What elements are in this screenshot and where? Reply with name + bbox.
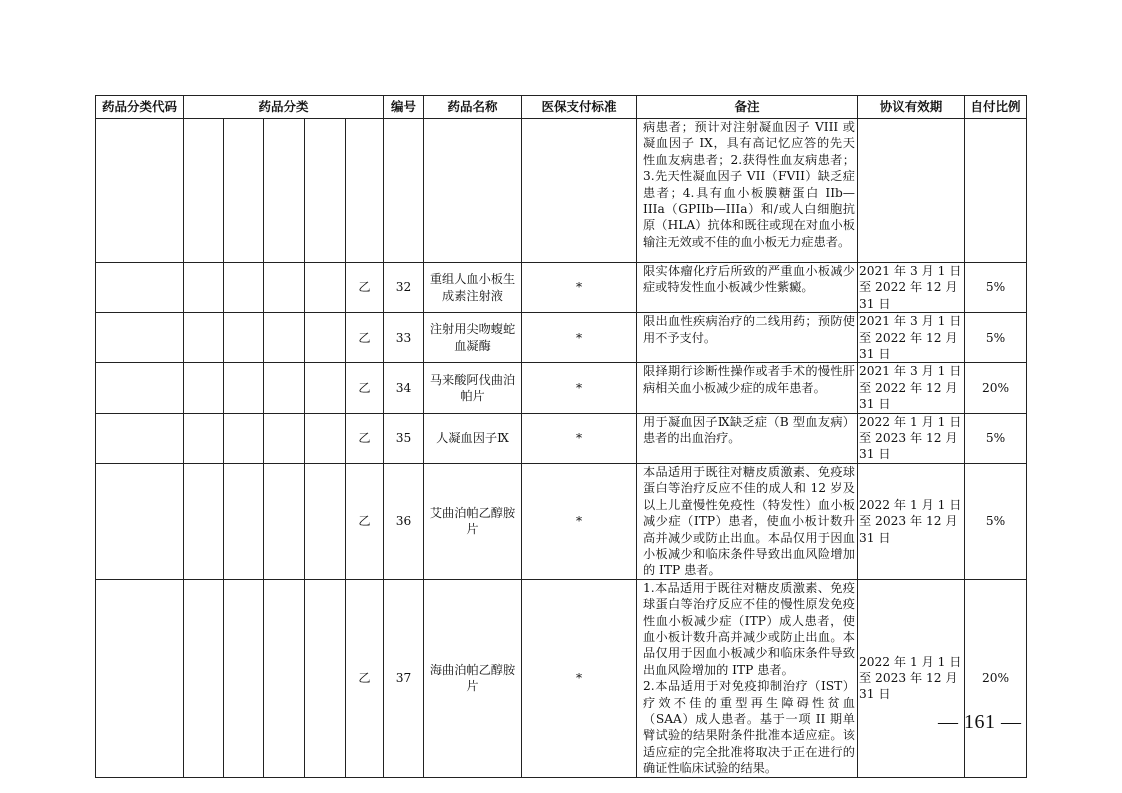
cell-cat-4 [305, 413, 346, 463]
cell-class: 乙 [346, 363, 384, 413]
header-no: 编号 [384, 96, 424, 119]
cell-standard: * [522, 363, 637, 413]
cell-note: 用于凝血因子Ⅸ缺乏症（B 型血友病）患者的出血治疗。 [637, 413, 858, 463]
note-paragraph-1: 1.本品适用于既往对糖皮质激素、免疫球蛋白等治疗反应不佳的慢性原发免疫性血小板减少症（ITP）成人患者，使血小板计数升高并减少或防止出血。本品仅用于因血小板减少和临床条件导致出血风险增加的 ITP 患者。 [643, 580, 855, 677]
cell-cat-1 [184, 579, 224, 777]
header-category: 药品分类 [184, 96, 384, 119]
cell-note [637, 579, 858, 777]
cell-ratio: 5% [965, 313, 1027, 363]
cell-cat-4 [305, 463, 346, 579]
cell-cat-1 [184, 363, 224, 413]
cell-standard [522, 119, 637, 263]
cell-cat-1 [184, 313, 224, 363]
cell-code [96, 463, 184, 579]
cell-ratio: 5% [965, 463, 1027, 579]
cell-no: 34 [384, 363, 424, 413]
cell-class: 乙 [346, 463, 384, 579]
cell-no [384, 119, 424, 263]
cell-cat-2 [224, 119, 264, 263]
cell-cat-3 [264, 263, 305, 313]
cell-code [96, 313, 184, 363]
cell-cat-1 [184, 463, 224, 579]
cell-no: 37 [384, 579, 424, 777]
cell-validity: 2022 年 1 月 1 日至 2023 年 12 月 31 日 [858, 463, 965, 579]
cell-ratio: 20% [965, 579, 1027, 777]
table-row [96, 363, 1027, 413]
cell-class: 乙 [346, 263, 384, 313]
cell-no: 33 [384, 313, 424, 363]
header-validity: 协议有效期 [858, 96, 965, 119]
table-row [96, 313, 1027, 363]
cell-validity: 2021 年 3 月 1 日至 2022 年 12 月 31 日 [858, 313, 965, 363]
page-number: — 161 — [938, 711, 1022, 733]
cell-note: 病患者；预计对注射凝血因子 VIII 或凝血因子 IX，具有高记忆应答的先天性血友病患者；2.获得性血友病患者；3.先天性凝血因子 VII（FVII）缺乏症患者；4.具有血小板膜糖蛋白 IIb—IIIa（GPIIb—IIIa）和/或人白细胞抗原（HLA）抗体和既往或现在对血小板输注无效或不佳的血小板无力症患者。 [637, 119, 858, 263]
cell-note: 限实体瘤化疗后所致的严重血小板减少症或特发性血小板减少性紫癜。 [637, 263, 858, 313]
header-code: 药品分类代码 [96, 96, 184, 119]
cell-cat-3 [264, 363, 305, 413]
cell-cat-3 [264, 579, 305, 777]
cell-code [96, 363, 184, 413]
cell-cat-4 [305, 119, 346, 263]
cell-validity [858, 119, 965, 263]
cell-name: 注射用尖吻蝮蛇血凝酶 [424, 313, 522, 363]
cell-note: 本品适用于既往对糖皮质激素、免疫球蛋白等治疗反应不佳的成人和 12 岁及以上儿童慢性免疫性（特发性）血小板减少症（ITP）患者，使血小板计数升高并减少或防止出血。本品仅用于因血小板减少和临床条件导致出血风险增加的 ITP 患者。 [637, 463, 858, 579]
cell-cat-3 [264, 413, 305, 463]
cell-validity: 2022 年 1 月 1 日至 2023 年 12 月 31 日 [858, 579, 965, 777]
cell-ratio: 5% [965, 263, 1027, 313]
table-row [96, 413, 1027, 463]
table-row [96, 263, 1027, 313]
cell-validity: 2021 年 3 月 1 日至 2022 年 12 月 31 日 [858, 263, 965, 313]
cell-name [424, 119, 522, 263]
cell-cat-4 [305, 579, 346, 777]
cell-cat-3 [264, 313, 305, 363]
cell-code [96, 579, 184, 777]
header-ratio: 自付比例 [965, 96, 1027, 119]
cell-code [96, 119, 184, 263]
cell-cat-4 [305, 313, 346, 363]
table-row [96, 579, 1027, 777]
cell-cat-3 [264, 463, 305, 579]
cell-note: 限出血性疾病治疗的二线用药；预防使用不予支付。 [637, 313, 858, 363]
cell-cat-3 [264, 119, 305, 263]
cell-no: 36 [384, 463, 424, 579]
cell-cat-4 [305, 363, 346, 413]
header-note: 备注 [637, 96, 858, 119]
cell-class [346, 119, 384, 263]
cell-standard: * [522, 263, 637, 313]
note-paragraph-2: 2.本品适用于对免疫抑制治疗（IST）疗效不佳的重型再生障碍性贫血（SAA）成人患者。基于一项 II 期单臂试验的结果附条件批准本适应症。该适应症的完全批准将取决于正在进行的确证性临床试验的结果。 [643, 679, 855, 776]
cell-validity: 2021 年 3 月 1 日至 2022 年 12 月 31 日 [858, 363, 965, 413]
cell-name: 马来酸阿伐曲泊帕片 [424, 363, 522, 413]
cell-standard: * [522, 463, 637, 579]
header-name: 药品名称 [424, 96, 522, 119]
cell-cat-2 [224, 313, 264, 363]
cell-code [96, 263, 184, 313]
cell-no: 32 [384, 263, 424, 313]
cell-cat-2 [224, 413, 264, 463]
cell-cat-1 [184, 413, 224, 463]
cell-name: 海曲泊帕乙醇胺片 [424, 579, 522, 777]
cell-cat-1 [184, 119, 224, 263]
cell-cat-2 [224, 263, 264, 313]
cell-code [96, 413, 184, 463]
cell-name: 重组人血小板生成素注射液 [424, 263, 522, 313]
cell-ratio: 5% [965, 413, 1027, 463]
table-header-row [96, 96, 1027, 119]
cell-no: 35 [384, 413, 424, 463]
drug-list-table [95, 95, 1027, 778]
table-row-continued [96, 119, 1027, 263]
cell-cat-1 [184, 263, 224, 313]
cell-standard: * [522, 579, 637, 777]
cell-cat-2 [224, 363, 264, 413]
cell-cat-4 [305, 263, 346, 313]
cell-name: 艾曲泊帕乙醇胺片 [424, 463, 522, 579]
cell-ratio [965, 119, 1027, 263]
cell-cat-2 [224, 463, 264, 579]
header-standard: 医保支付标准 [522, 96, 637, 119]
cell-standard: * [522, 313, 637, 363]
table-row [96, 463, 1027, 579]
cell-validity: 2022 年 1 月 1 日至 2023 年 12 月 31 日 [858, 413, 965, 463]
cell-class: 乙 [346, 413, 384, 463]
cell-note: 限择期行诊断性操作或者手术的慢性肝病相关血小板减少症的成年患者。 [637, 363, 858, 413]
cell-class: 乙 [346, 313, 384, 363]
cell-cat-2 [224, 579, 264, 777]
cell-ratio: 20% [965, 363, 1027, 413]
cell-name: 人凝血因子Ⅸ [424, 413, 522, 463]
cell-standard: * [522, 413, 637, 463]
cell-class: 乙 [346, 579, 384, 777]
